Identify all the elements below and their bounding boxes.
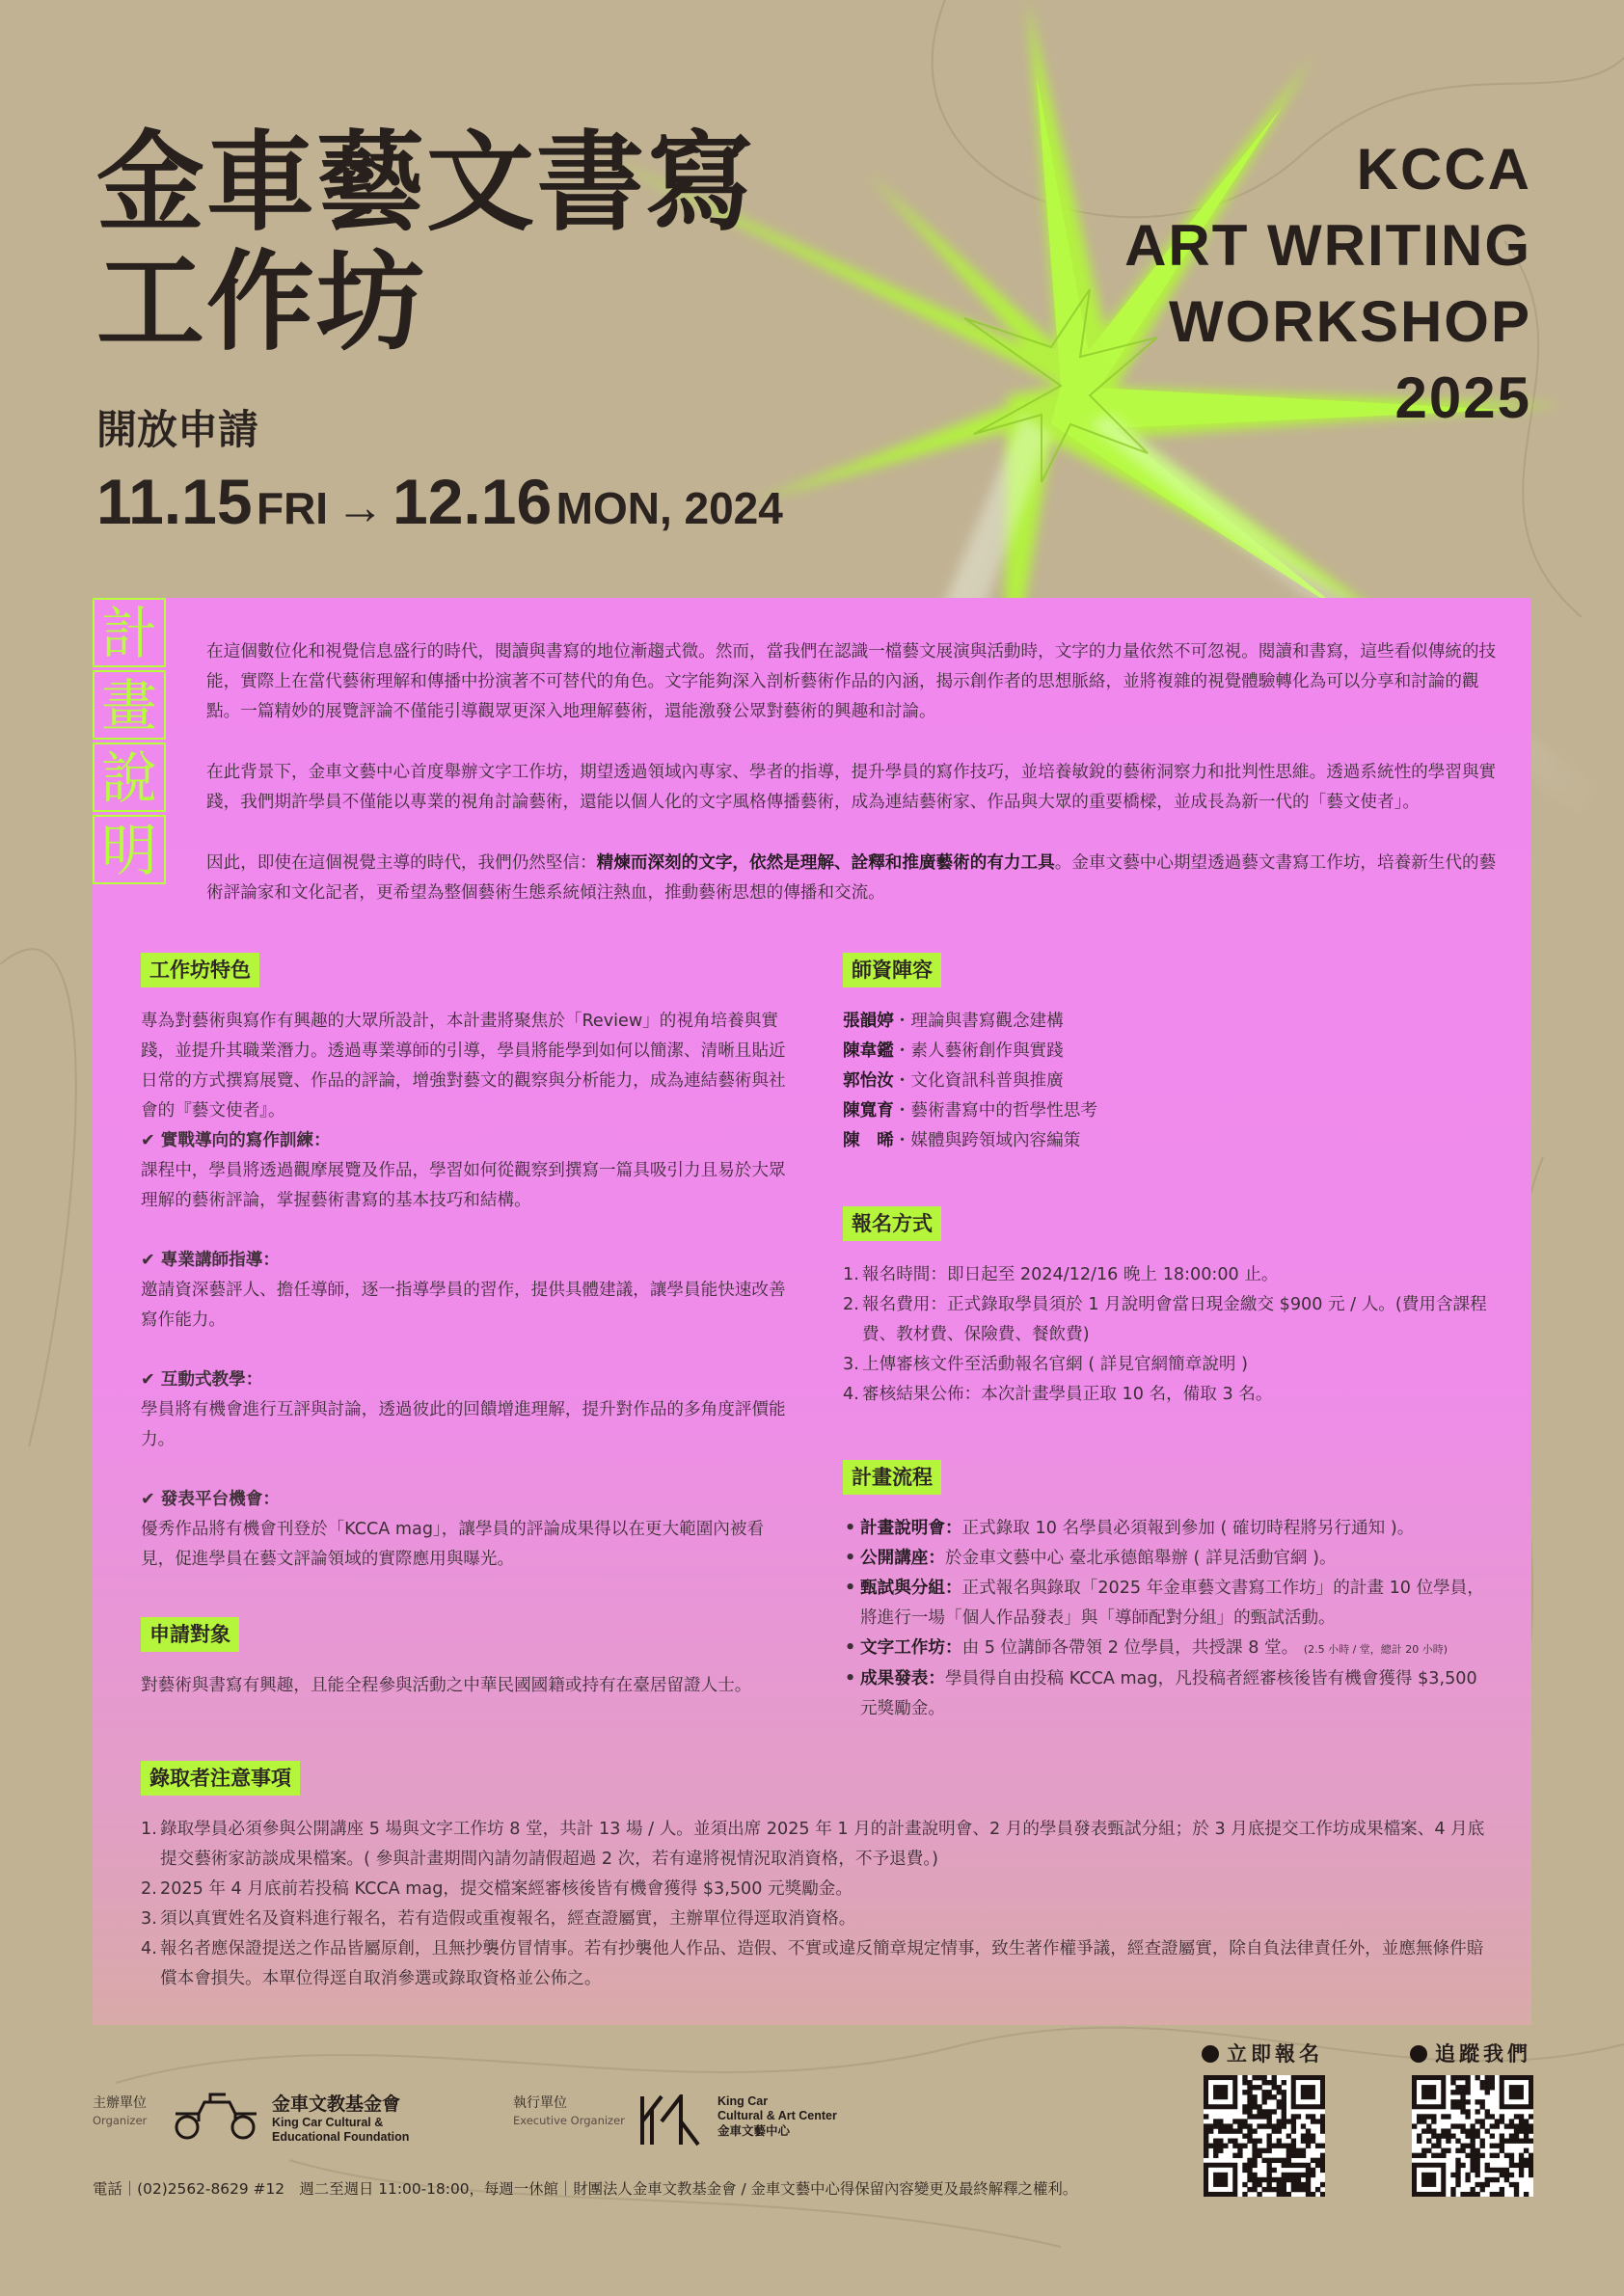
list-item: • 計畫說明會：正式錄取 10 名學員必須報到參加 ( 確切時程將另行通知 )。 bbox=[845, 1519, 1415, 1538]
instructor-list bbox=[843, 1007, 1499, 1156]
feature-item bbox=[141, 1246, 787, 1336]
contact-info: 電話｜(02)2562-8629 #12 週二至週日 11:00-18:00，每週一休館｜財團法人金車文教基金會 / 金車文藝中心得保留內容變更及最終解釋之權利。 bbox=[93, 2180, 1078, 2198]
vertical-title-char: 畫 bbox=[93, 670, 166, 740]
application-dates bbox=[96, 465, 783, 538]
instructor-item bbox=[843, 1096, 1499, 1126]
right-column bbox=[843, 953, 1499, 1724]
list-item: • 成果發表：學員得自由投稿 KCCA mag，凡投稿者經審核後皆有機會獲得 $3,500 元獎勵金。 bbox=[845, 1669, 1477, 1718]
features-intro: 專為對藝術與寫作有興趣的大眾所設計，本計畫將聚焦於「Review」的視角培養與實踐，並提升其職業潛力。透過專業導師的引導，學員將能學到如何以簡潔、清晰且貼近日常的方式撰寫展覽、作品的評論，增強對藝文的觀察與分析能力，成為連結藝術與社會的『藝文使者』。 bbox=[141, 1012, 786, 1121]
vertical-title-char: 說 bbox=[93, 743, 166, 812]
section-tag-notes: 錄取者注意事項 bbox=[141, 1761, 300, 1796]
feature-item bbox=[141, 1365, 787, 1455]
instructor-item bbox=[843, 1126, 1499, 1156]
instructor-desc: ・文化資訊科普與推廣 bbox=[893, 1071, 1064, 1091]
vertical-title-char: 計 bbox=[93, 598, 166, 667]
instructor-name: 陳寬育 bbox=[843, 1101, 894, 1121]
instructor-desc: ・媒體與跨領域內容編策 bbox=[893, 1131, 1081, 1150]
section-tag-eligibility: 申請對象 bbox=[141, 1617, 239, 1652]
title-en-line: 2025 bbox=[1394, 365, 1531, 430]
section-tag-features: 工作坊特色 bbox=[141, 953, 259, 987]
page-title-zh bbox=[96, 123, 756, 363]
register-qr-code[interactable] bbox=[1204, 2075, 1325, 2197]
organizer-name: 金車文教基金會 bbox=[272, 2093, 401, 2115]
feature-body: 邀請資深藝評人、擔任導師，逐一指導學員的習作，提供具體建議，讓學員能快速改善寫作能力。 bbox=[141, 1281, 786, 1330]
check-icon: ✔ bbox=[141, 1370, 155, 1390]
car-logo-icon bbox=[172, 2093, 260, 2141]
list-item: 4. 審核結果公佈：本次計畫學員正取 10 名，備取 3 名。 bbox=[843, 1385, 1273, 1404]
kcca-logo-icon bbox=[638, 2094, 700, 2147]
section-tag-registration: 報名方式 bbox=[843, 1206, 941, 1241]
organizer-label: 主辦單位 Organizer bbox=[93, 2095, 148, 2127]
page-title-en bbox=[991, 131, 1531, 436]
intro-text bbox=[206, 637, 1499, 939]
intro-paragraph-3: 因此，即使在這個視覺主導的時代，我們仍然堅信：精煉而深刻的文字，依然是理解、詮釋和推廣藝術的有力工具。金車文藝中心期望透過藝文書寫工作坊，培養新生代的藝術評論家和文化記者，更希望為整個藝術生態系統傾注熱血，推動藝術思想的傳播和交流。 bbox=[206, 853, 1497, 903]
list-item: 2. 報名費用：正式錄取學員須於 1 月說明會當日現金繳交 $900 元 / 人。(費用含課程費、教材費、保險費、餐飲費) bbox=[843, 1295, 1487, 1344]
feature-heading: 實戰導向的寫作訓練： bbox=[160, 1131, 331, 1150]
instructor-name: 陳 晞 bbox=[843, 1131, 894, 1150]
list-item: 3. 上傳審核文件至活動報名官網 ( 詳見官網簡章說明 ) bbox=[843, 1355, 1248, 1374]
title-en-line: WORKSHOP bbox=[1169, 289, 1531, 354]
intro-paragraph-1: 在這個數位化和視覺信息盛行的時代，閱讀與書寫的地位漸趨式微。然而，當我們在認識一檔藝文展演與活動時，文字的力量依然不可忽視。閱讀和書寫，這些看似傳統的技能，實際上在當代藝術理解和傳播中扮演著不可替代的角色。文字能夠深入剖析藝術作品的內涵，揭示創作者的思想脈絡，並將複雜的視覺體驗轉化為可以分享和討論的觀點。一篇精妙的展覽評論不僅能引導觀眾更深入地理解藝術，還能激發公眾對藝術的興趣和討論。 bbox=[206, 642, 1497, 721]
instructor-desc: ・藝術書寫中的哲學性思考 bbox=[893, 1101, 1097, 1121]
intro-paragraph-2: 在此背景下，金車文藝中心首度舉辦文字工作坊，期望透過領域內專家、學者的指導，提升學員的寫作技巧，並培養敏銳的藝術洞察力和批判性思維。透過系統性的學習與實踐，我們期許學員不僅能以專業的視角討論藝術，還能以個人化的文字風格傳播藝術，成為連結藝術家、作品與大眾的重要橋樑，並成長為新一代的「藝文使者」。 bbox=[206, 763, 1497, 812]
left-column bbox=[141, 953, 787, 1701]
date-end: 12.16 bbox=[392, 466, 553, 537]
feature-body: 優秀作品將有機會刊登於「KCCA mag」，讓學員的評論成果得以在更大範圍內被看見，促進學員在藝文評論領域的實際應用與曝光。 bbox=[141, 1520, 765, 1569]
check-icon: ✔ bbox=[141, 1490, 155, 1509]
instructor-item bbox=[843, 1037, 1499, 1067]
list-item: 1. 報名時間：即日起至 2024/12/16 晚上 18:00:00 止。 bbox=[843, 1265, 1279, 1284]
instructor-desc: ・理論與書寫觀念建構 bbox=[893, 1012, 1064, 1031]
notes-list bbox=[141, 1815, 1491, 1994]
follow-qr-code[interactable] bbox=[1412, 2075, 1533, 2197]
instructor-desc: ・素人藝術創作與實踐 bbox=[893, 1041, 1064, 1061]
list-item: 3. 須以真實姓名及資料進行報名，若有造假或重複報名，經查證屬實，主辦單位得逕取消資格。 bbox=[141, 1909, 856, 1929]
feature-heading: 發表平台機會： bbox=[160, 1490, 280, 1509]
list-item: 2. 2025 年 4 月底前若投稿 KCCA mag，提交檔案經審核後皆有機會獲得 $3,500 元獎勵金。 bbox=[141, 1879, 853, 1899]
check-icon: ✔ bbox=[141, 1131, 155, 1150]
admission-notes bbox=[141, 1761, 1491, 1994]
register-now-label: 立即報名 bbox=[1202, 2039, 1323, 2067]
instructor-item bbox=[843, 1067, 1499, 1096]
open-application-label: 開放申請 bbox=[96, 406, 259, 453]
registration-list bbox=[843, 1260, 1499, 1410]
list-item: • 文字工作坊：由 5 位講師各帶領 2 位學員，共授課 8 堂。 (2.5 小時 / 堂，總計 20 小時) bbox=[845, 1638, 1448, 1658]
arrow-icon: → bbox=[336, 480, 385, 534]
section-tag-process: 計畫流程 bbox=[843, 1460, 941, 1495]
instructor-name: 陳韋鑑 bbox=[843, 1041, 894, 1061]
date-end-day: MON, 2024 bbox=[555, 483, 783, 533]
list-item: • 公開講座：於金車文藝中心 臺北承德館舉辦 ( 詳見活動官網 )。 bbox=[845, 1549, 1337, 1568]
feature-item bbox=[141, 1485, 787, 1575]
title-en-line: KCCA bbox=[1356, 137, 1531, 202]
instructor-name: 郭怡汝 bbox=[843, 1071, 894, 1091]
check-icon: ✔ bbox=[141, 1251, 155, 1270]
executive-label: 執行單位 Executive Organizer bbox=[513, 2095, 625, 2127]
organizer-logo-text: 金車文教基金會 King Car Cultural & Educational Foundation bbox=[272, 2093, 410, 2144]
list-item: 1. 錄取學員必須參與公開講座 5 場與文字工作坊 8 堂，共計 13 場 / 人。並須出席 2025 年 1 月的計畫說明會、2 月的學員發表甄試分組；於 3 月底提交工作坊成果檔案、4 月底提交藝術家訪談成果檔案。( 參與計畫期間內請勿請假超過 2 次，若有違將視情況取消資格，不予退費。) bbox=[141, 1820, 1485, 1869]
instructor-name: 張韻婷 bbox=[843, 1012, 894, 1031]
feature-body: 課程中，學員將透過觀摩展覽及作品，學習如何從觀察到撰寫一篇具吸引力且易於大眾理解的藝術評論，掌握藝術書寫的基本技巧和結構。 bbox=[141, 1161, 786, 1210]
title-zh-line1: 金車藝文書寫 bbox=[96, 121, 756, 246]
executive-logo-text: King Car Cultural & Art Center 金車文藝中心 bbox=[717, 2094, 837, 2138]
list-item: 4. 報名者應保證提送之作品皆屬原創，且無抄襲仿冒情事。若有抄襲他人作品、造假、不實或違反簡章規定情事，致生著作權爭議，經查證屬實，除自負法律責任外，並應無條件賠償本會損失。本單位得逕自取消參選或錄取資格並公佈之。 bbox=[141, 1939, 1484, 1988]
intro-emphasis: 精煉而深刻的文字，依然是理解、詮釋和推廣藝術的有力工具 bbox=[596, 853, 1055, 873]
instructor-item bbox=[843, 1007, 1499, 1037]
title-zh-line2: 工作坊 bbox=[96, 240, 426, 365]
date-start: 11.15 bbox=[96, 466, 253, 537]
feature-body: 學員將有機會進行互評與討論，透過彼此的回饋增進理解，提升對作品的多角度評價能力。 bbox=[141, 1400, 786, 1449]
date-start-day: FRI bbox=[256, 483, 329, 533]
eligibility-text: 對藝術與書寫有興趣，且能全程參與活動之中華民國國籍或持有在臺居留證人士。 bbox=[141, 1676, 752, 1695]
section-tag-instructors: 師資陣容 bbox=[843, 953, 941, 987]
list-item: • 甄試與分組：正式報名與錄取「2025 年金車藝文書寫工作坊」的計畫 10 位學員，將進行一場「個人作品發表」與「導師配對分組」的甄試活動。 bbox=[845, 1579, 1484, 1628]
feature-heading: 專業講師指導： bbox=[160, 1251, 280, 1270]
feature-item bbox=[141, 1126, 787, 1216]
vertical-title-char: 明 bbox=[93, 815, 166, 884]
plan-description-vertical-title bbox=[93, 598, 168, 887]
small-note: (2.5 小時 / 堂，總計 20 小時) bbox=[1303, 1643, 1448, 1656]
follow-us-label: 追蹤我們 bbox=[1410, 2039, 1531, 2067]
title-en-line: ART WRITING bbox=[1124, 213, 1531, 278]
process-list bbox=[843, 1514, 1499, 1724]
feature-heading: 互動式教學： bbox=[160, 1370, 263, 1390]
